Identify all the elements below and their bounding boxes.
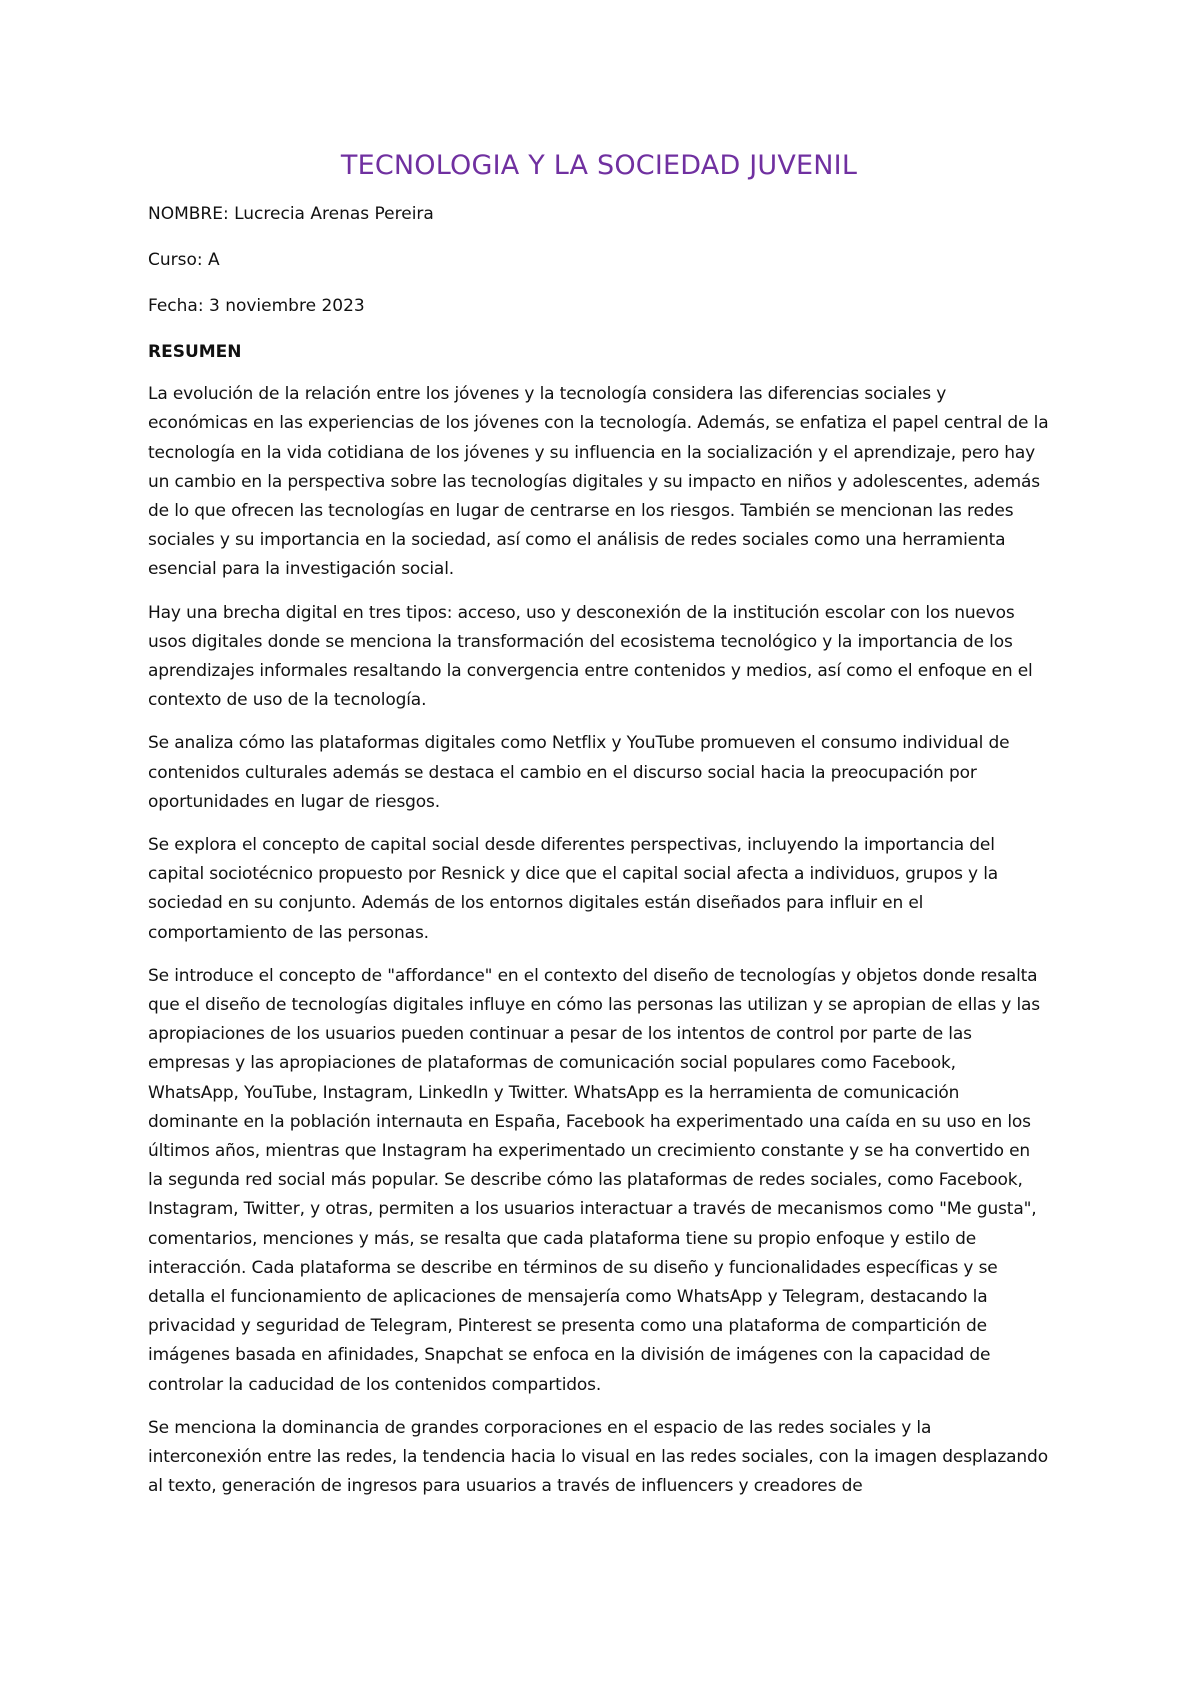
- student-name: NOMBRE: Lucrecia Arenas Pereira: [148, 204, 434, 225]
- body-paragraph-1: La evolución de la relación entre los jóvenes y la tecnología considera las diferencias sociales y económicas en las experiencias de los jóvenes con la tecnología. Además, se enfatiza el papel central de la tecnología en la vida cotidiana de los jóvenes y su influencia en la socialización y el aprendizaje, pero hay un cambio en la perspectiva sobre las tecnologías digitales y su impacto en niños y adolescentes, además de lo que ofrecen las tecnologías en lugar de centrarse en los riesgos. También se mencionan las redes sociales y su importancia en la sociedad, así como el análisis de redes sociales como una herramienta esencial para la investigación social.: [148, 384, 1049, 580]
- date-line: Fecha: 3 noviembre 2023: [148, 296, 365, 317]
- body-paragraph-6: Se menciona la dominancia de grandes corporaciones en el espacio de las redes sociales y la interconexión entre las redes, la tendencia hacia lo visual en las redes sociales, con la imagen desplazando al texto, generación de ingresos para usuarios a través de influencers y creadores de: [148, 1417, 1048, 1497]
- section-heading-resumen: RESUMEN: [148, 342, 242, 363]
- body-paragraph-4: Se explora el concepto de capital social desde diferentes perspectivas, incluyendo la importancia del capital sociotécnico propuesto por Resnick y dice que el capital social afecta a individuos, grupos y la sociedad en su conjunto. Además de los entornos digitales están diseñados para influir en el comportamiento de las personas.: [148, 834, 999, 943]
- body-paragraph-3: Se analiza cómo las plataformas digitales como Netflix y YouTube promueven el consumo individual de contenidos culturales además se destaca el cambio en el discurso social hacia la preocupación por oportunidades en lugar de riesgos.: [148, 733, 1010, 812]
- document-title: TECNOLOGIA Y LA SOCIEDAD JUVENIL: [340, 150, 858, 181]
- body-paragraph-5: Se introduce el concepto de "affordance" en el contexto del diseño de tecnologías y objetos donde resalta que el diseño de tecnologías digitales influye en cómo las personas las utilizan y se apropian de ellas y las apropiaciones de los usuarios pueden continuar a pesar de los intentos de control por parte de las empresas y las apropiaciones de plataformas de comunicación social populares como Facebook, WhatsApp, YouTube, Instagram, LinkedIn y Twitter. WhatsApp es la herramienta de comunicación dominante en la población internauta en España, Facebook ha experimentado una caída en su uso en los últimos años, mientras que Instagram ha experimentado un crecimiento constante y se ha convertido en la segunda red social más popular. Se describe cómo las plataformas de redes sociales, como Facebook, Instagram, Twitter, y otras, permiten a los usuarios interactuar a través de mecanismos como "Me gusta", comentarios, menciones y más, se resalta que cada plataforma tiene su propio enfoque y estilo de interacción. Cada plataforma se describe en términos de su diseño y funcionalidades específicas y se detalla el funcionamiento de aplicaciones de mensajería como WhatsApp y Telegram, destacando la privacidad y seguridad de Telegram, Pinterest se presenta como una plataforma de compartición de imágenes basada en afinidades, Snapchat se enfoca en la división de imágenes con la capacidad de controlar la caducidad de los contenidos compartidos.: [148, 965, 1040, 1395]
- course-line: Curso: A: [148, 250, 220, 271]
- body-paragraph-2: Hay una brecha digital en tres tipos: acceso, uso y desconexión de la institución escolar con los nuevos usos digitales donde se menciona la transformación del ecosistema tecnológico y la importancia de los aprendizajes informales resaltando la convergencia entre contenidos y medios, así como el enfoque en el contexto de uso de la tecnología.: [148, 602, 1033, 711]
